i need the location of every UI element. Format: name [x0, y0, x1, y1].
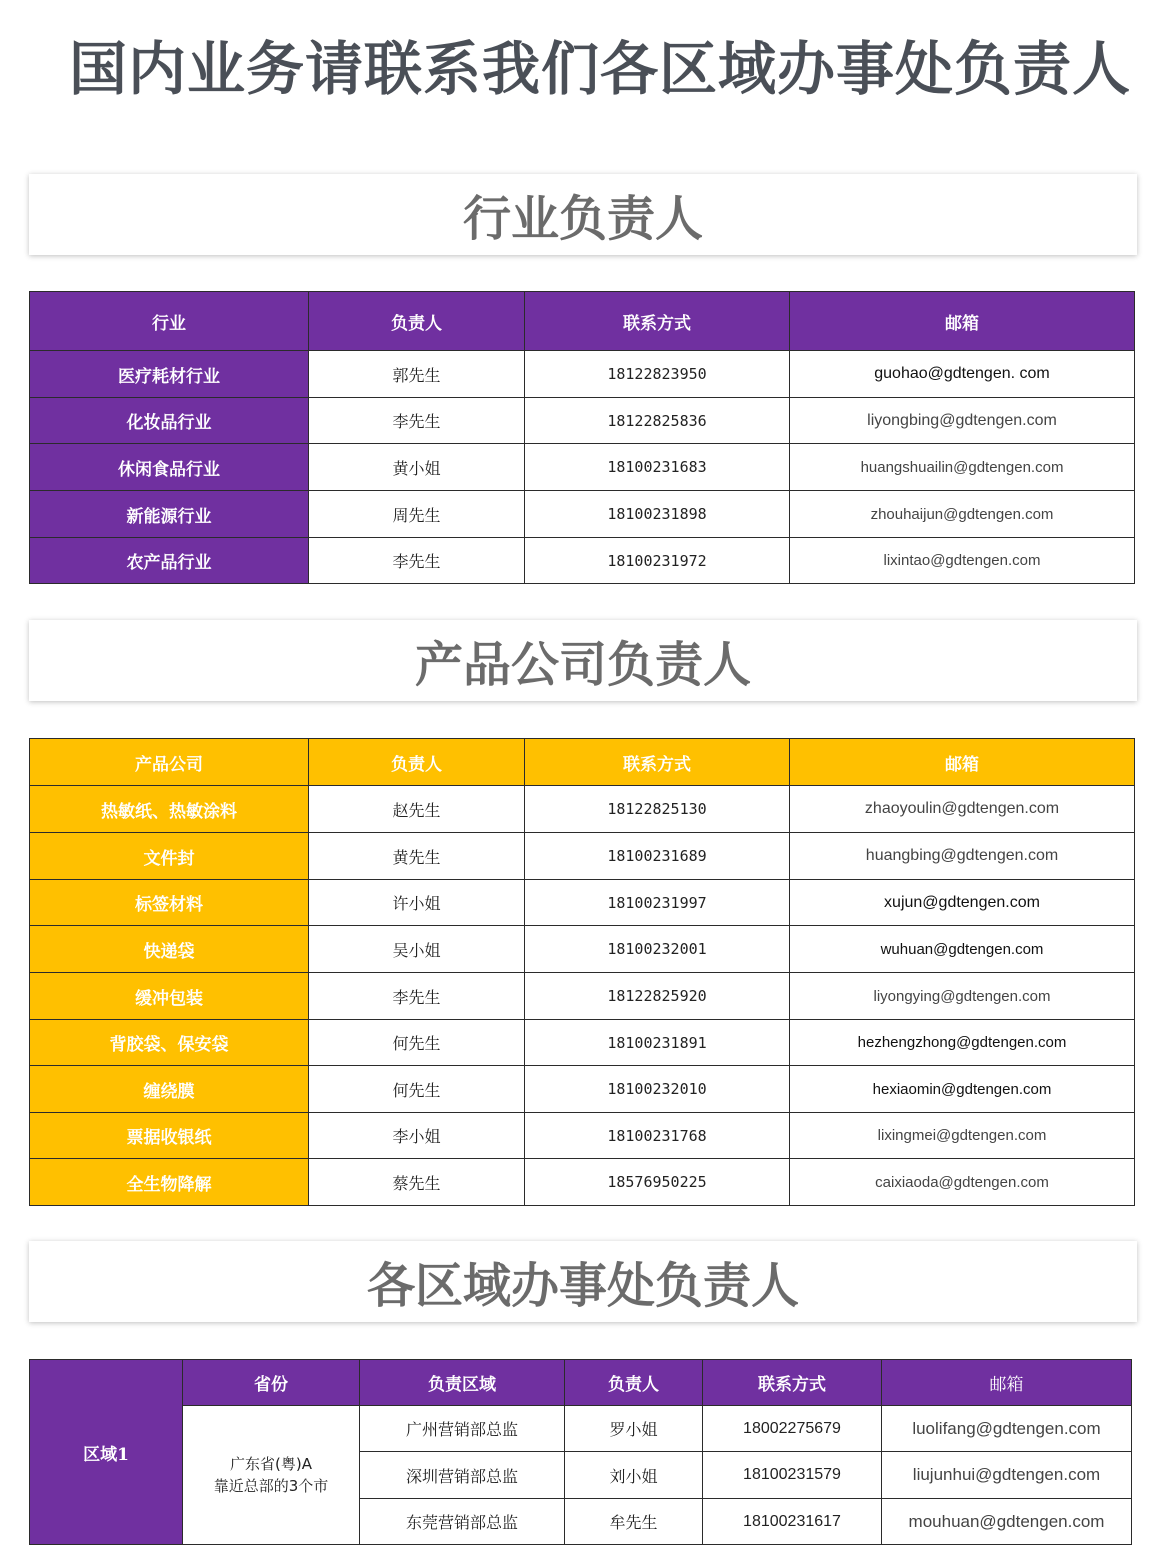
phone-number: 18100232010: [525, 1066, 790, 1113]
page-title: 国内业务请联系我们各区域办事处负责人: [68, 35, 1131, 103]
product-name: 缓冲包装: [30, 973, 309, 1020]
person-name: 郭先生: [309, 351, 525, 398]
area-name: 广州营销部总监: [360, 1406, 565, 1452]
column-header-contact: 联系方式: [525, 739, 790, 786]
email-address: wuhuan@gdtengen.com: [790, 926, 1135, 973]
product-name: 票据收银纸: [30, 1113, 309, 1159]
area-name: 深圳营销部总监: [360, 1452, 565, 1499]
person-name: 黄先生: [309, 833, 525, 880]
province-name: 广东省(粤)A: [230, 1454, 312, 1473]
email-address: lixingmei@gdtengen.com: [790, 1113, 1135, 1159]
email-address: huangshuailin@gdtengen.com: [790, 444, 1135, 491]
phone-number: 18122823950: [525, 351, 790, 398]
column-header-industry: 行业: [30, 292, 309, 351]
table-row: [30, 1406, 1132, 1452]
region-section-heading: 各区域办事处负责人: [29, 1241, 1137, 1322]
province-cell: [183, 1406, 360, 1545]
industry-header-row: [30, 292, 1135, 351]
person-name: 蔡先生: [309, 1159, 525, 1206]
person-name: 何先生: [309, 1020, 525, 1066]
phone-number: 18576950225: [525, 1159, 790, 1206]
email-address: liyongbing@gdtengen.com: [790, 398, 1135, 444]
phone-number: 18100231617: [703, 1499, 882, 1545]
person-name: 何先生: [309, 1066, 525, 1113]
table-row: [30, 1159, 1135, 1206]
industry-section-heading: 行业负责人: [29, 174, 1137, 255]
product-name: 快递袋: [30, 926, 309, 973]
phone-number: 18122825130: [525, 786, 790, 833]
column-header-contact: 联系方式: [703, 1360, 882, 1406]
phone-number: 18100231768: [525, 1113, 790, 1159]
industry-name: 休闲食品行业: [30, 444, 309, 491]
person-name: 刘小姐: [565, 1452, 703, 1499]
table-row: [30, 444, 1135, 491]
column-header-email: 邮箱: [790, 292, 1135, 351]
table-row: [30, 1066, 1135, 1113]
person-name: 李小姐: [309, 1113, 525, 1159]
email-address: huangbing@gdtengen.com: [790, 833, 1135, 880]
industry-name: 化妆品行业: [30, 398, 309, 444]
email-address: xujun@gdtengen.com: [790, 880, 1135, 926]
person-name: 牟先生: [565, 1499, 703, 1545]
column-header-area: 负责区域: [360, 1360, 565, 1406]
email-address: lixintao@gdtengen.com: [790, 538, 1135, 584]
product-table: [29, 738, 1135, 1206]
table-row: [30, 351, 1135, 398]
email-address: caixiaoda@gdtengen.com: [790, 1159, 1135, 1206]
column-header-product: 产品公司: [30, 739, 309, 786]
province-note: 靠近总部的3个市: [213, 1477, 329, 1495]
column-header-contact: 联系方式: [525, 292, 790, 351]
column-header-person: 负责人: [565, 1360, 703, 1406]
industry-table: [29, 291, 1135, 584]
phone-number: 18122825836: [525, 398, 790, 444]
area-name: 东莞营销部总监: [360, 1499, 565, 1545]
email-address: liujunhui@gdtengen.com: [882, 1452, 1132, 1499]
person-name: 李先生: [309, 398, 525, 444]
email-address: liyongying@gdtengen.com: [790, 973, 1135, 1020]
table-row: [30, 973, 1135, 1020]
table-row: [30, 1113, 1135, 1159]
region-header-row: [30, 1360, 1132, 1406]
table-row: [30, 880, 1135, 926]
phone-number: 18100231689: [525, 833, 790, 880]
phone-number: 18100231997: [525, 880, 790, 926]
phone-number: 18122825920: [525, 973, 790, 1020]
person-name: 周先生: [309, 491, 525, 538]
email-address: zhouhaijun@gdtengen.com: [790, 491, 1135, 538]
email-address: guohao@gdtengen. com: [790, 351, 1135, 398]
phone-number: 18100231579: [703, 1452, 882, 1499]
product-name: 标签材料: [30, 880, 309, 926]
person-name: 赵先生: [309, 786, 525, 833]
product-name: 缠绕膜: [30, 1066, 309, 1113]
table-row: [30, 833, 1135, 880]
email-address: hezhengzhong@gdtengen.com: [790, 1020, 1135, 1066]
person-name: 罗小姐: [565, 1406, 703, 1452]
column-header-province: 省份: [183, 1360, 360, 1406]
table-row: [30, 538, 1135, 584]
table-row: [30, 491, 1135, 538]
email-address: mouhuan@gdtengen.com: [882, 1499, 1132, 1545]
column-header-email: 邮箱: [882, 1360, 1132, 1406]
person-name: 李先生: [309, 973, 525, 1020]
phone-number: 18100231683: [525, 444, 790, 491]
product-name: 文件封: [30, 833, 309, 880]
email-address: zhaoyoulin@gdtengen.com: [790, 786, 1135, 833]
phone-number: 18100231891: [525, 1020, 790, 1066]
product-name: 背胶袋、保安袋: [30, 1020, 309, 1066]
phone-number: 18002275679: [703, 1406, 882, 1452]
industry-name: 医疗耗材行业: [30, 351, 309, 398]
person-name: 许小姐: [309, 880, 525, 926]
table-row: [30, 398, 1135, 444]
column-header-person: 负责人: [309, 739, 525, 786]
table-row: [30, 926, 1135, 973]
email-address: luolifang@gdtengen.com: [882, 1406, 1132, 1452]
phone-number: 18100232001: [525, 926, 790, 973]
industry-name: 新能源行业: [30, 491, 309, 538]
column-header-person: 负责人: [309, 292, 525, 351]
phone-number: 18100231898: [525, 491, 790, 538]
region-table: [29, 1359, 1132, 1545]
product-name: 热敏纸、热敏涂料: [30, 786, 309, 833]
column-header-email: 邮箱: [790, 739, 1135, 786]
region-name: 区域1: [30, 1360, 183, 1545]
product-name: 全生物降解: [30, 1159, 309, 1206]
email-address: hexiaomin@gdtengen.com: [790, 1066, 1135, 1113]
person-name: 吴小姐: [309, 926, 525, 973]
table-row: [30, 1020, 1135, 1066]
phone-number: 18100231972: [525, 538, 790, 584]
product-section-heading: 产品公司负责人: [29, 620, 1137, 701]
person-name: 黄小姐: [309, 444, 525, 491]
industry-name: 农产品行业: [30, 538, 309, 584]
product-header-row: [30, 739, 1135, 786]
person-name: 李先生: [309, 538, 525, 584]
table-row: [30, 786, 1135, 833]
